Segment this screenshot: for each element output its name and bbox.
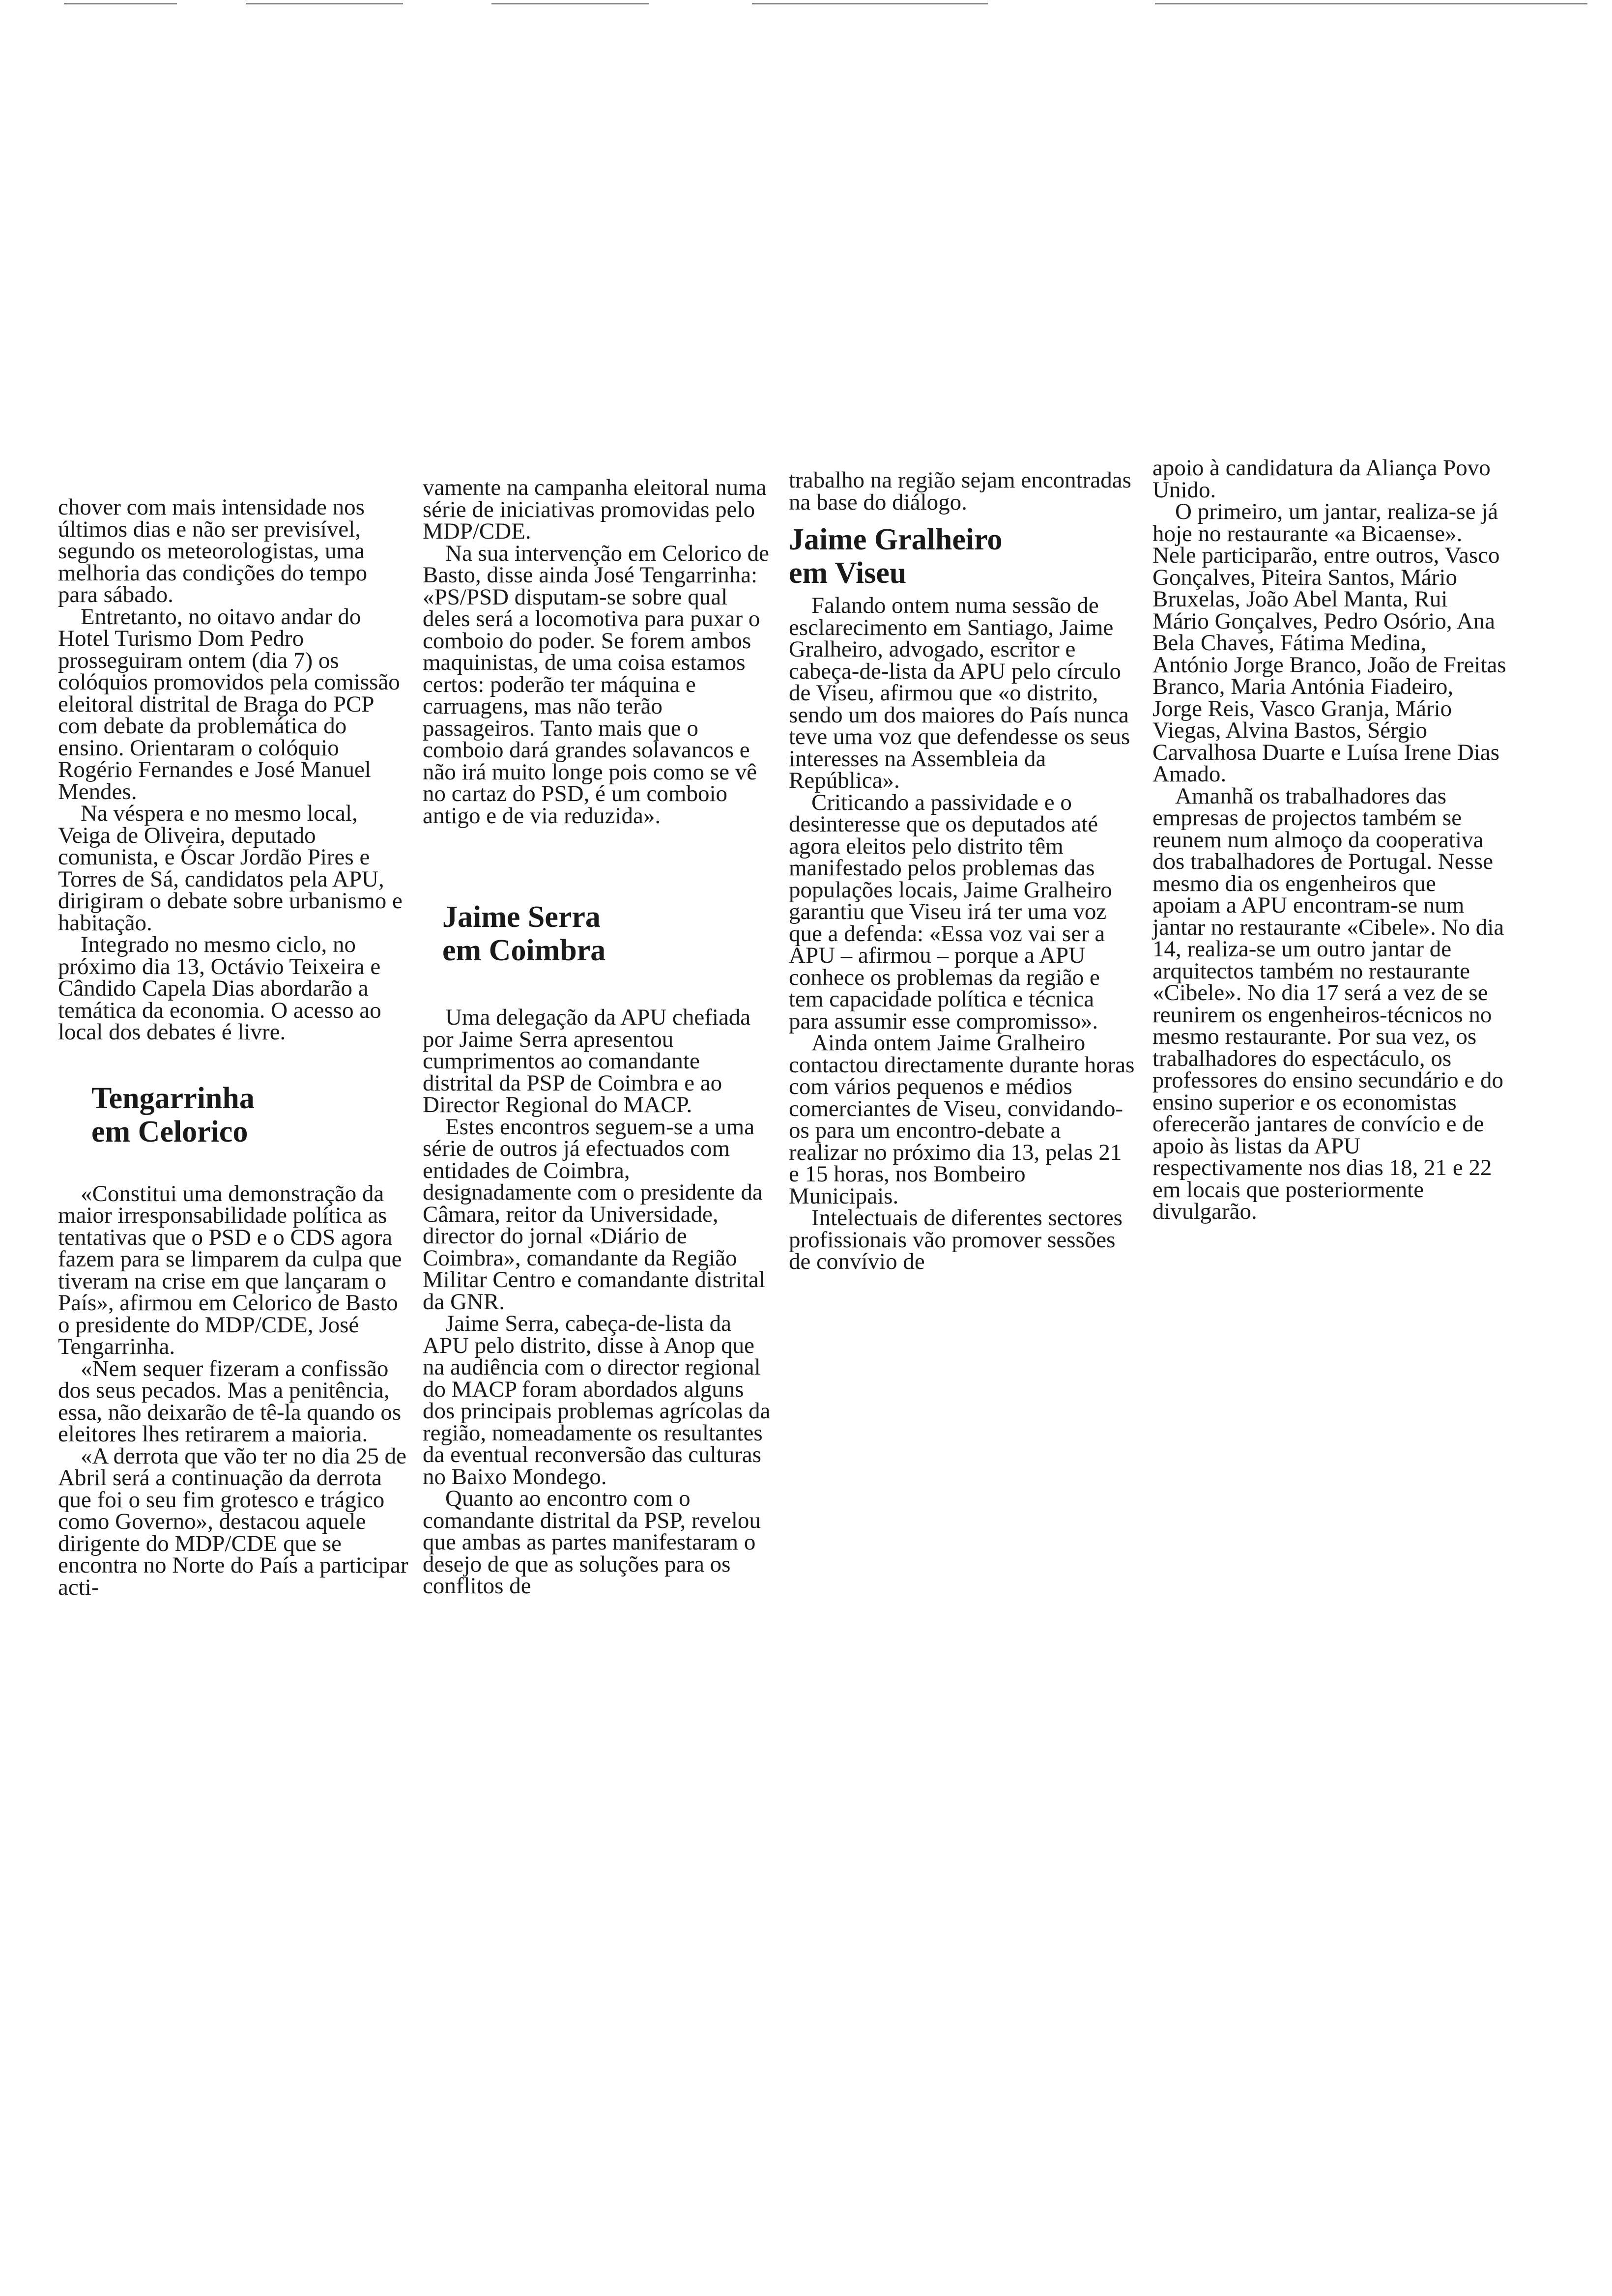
top-rule-3 [491,3,649,4]
paragraph: Amanhã os trabalhadores das empresas de projectos também se reunem num almoço da cooperativa dos trabalhadores de Portugal. Nesse mesmo dia os engenheiros que apoiam a APU encontram-se num jantar no restaurante «Cibele». No dia 14, realiza-se um outro jantar de arquitectos também no restaurante «Cibele». No dia 17 será a vez de se reunirem os engenheiros-técnicos no mesmo restaurante. Por sua vez, os trabalhadores do espectáculo, os professores do ensino secundário e do ensino superior e os economistas oferecerão jantares de convício e de apoio às listas da APU respectivamente nos dias 18, 21 e 22 em locais que posteriormente divulgarão. [1152,783,1504,1224]
paragraph: Intelectuais de diferentes sectores profissionais vão promover sessões de convívio de [789,1205,1123,1274]
paragraph: vamente na campanha eleitoral numa série de iniciativas promovidas pelo MDP/CDE. [423,475,767,544]
paragraph: Falando ontem numa sessão de esclarecimento em Santiago, Jaime Gralheiro, advogado, escritor e cabeça-de-lista da APU pelo círculo de Viseu, afirmou que «o distrito, sendo um dos maiores do País nunca teve uma voz que defendesse os seus interesses na Assembleia da República». [789,593,1130,793]
column-4 [1152,457,1506,1223]
paragraph: O primeiro, um jantar, realiza-se já hoje no restaurante «a Bicaense». Nele participarão, entre outros, Vasco Gonçalves, Piteira Santos, Mário Bruxelas, João Abel Manta, Rui Mário Gonçalves, Pedro Osório, Ana Bela Chaves, Fátima Medina, António Jorge Branco, João de Freitas Branco, Maria Antónia Fiadeiro, Jorge Reis, Vasco Granja, Mário Viegas, Alvina Bastos, Sérgio Carvalhosa Duarte e Luísa Irene Dias Amado. [1152,499,1506,787]
paragraph: Na sua intervenção em Celorico de Basto, disse ainda José Tengarrinha: «PS/PSD disputam-se sobre qual deles será a locomotiva para puxar o comboio do poder. Se forem ambos maquinistas, de uma coisa estamos certos: poderão ter máquina e carruagens, mas não terão passageiros. Tanto mais que o comboio dará grandes solavancos e não irá muito longe pois como se vê no cartaz do PSD, é um comboio antigo e de via reduzida». [423,540,770,829]
heading-line: em Celorico [91,1115,248,1148]
heading-line: Jaime Serra [442,900,601,934]
paragraph: Jaime Serra, cabeça-de-lista da APU pelo distrito, disse à Anop que na audiência com o director regional do MACP foram abordados alguns dos principais problemas agrícolas da região, nomeadamente os resultantes da eventual reconversão das culturas no Baixo Mondego. [423,1311,771,1490]
heading-line: em Coimbra [442,934,606,967]
column-3 [789,469,1135,1273]
paragraph: trabalho na região sejam encontradas na base do diálogo. [789,467,1131,515]
paragraph: Integrado no mesmo ciclo, no próximo dia 13, Octávio Teixeira e Cândido Capela Dias abordarão a temática da economia. O acesso ao local dos debates é livre. [58,932,381,1045]
paragraph: «Nem sequer fizeram a confissão dos seus pecados. Mas a penitência, essa, não deixarão de tê-la quando os eleitores lhes retirarem a maioria. [58,1355,402,1447]
paragraph: apoio à candidatura da Aliança Povo Unido. [1152,455,1491,503]
column-2 [423,477,774,1597]
heading-line: em Viseu [789,556,907,590]
top-rule-1 [64,3,177,4]
top-rule-5 [1155,3,1587,4]
section-heading [789,523,1135,590]
paragraph: chover com mais intensidade nos últimos dias e não ser previsível, segundo os meteorologistas, uma melhoria das condições do tempo para sábado. [58,494,368,607]
paragraph: Estes encontros seguem-se a uma série de outros já efectuados com entidades de Coimbra, designadamente com o presidente da Câmara, reitor da Universidade, director do jornal «Diário de Coimbra», comandante da Região Militar Centro e comandante distrital da GNR. [423,1114,765,1315]
column-1 [58,496,409,1598]
top-rule-2 [246,3,403,4]
heading-line: Tengarrinha [91,1081,255,1115]
paragraph: «A derrota que vão ter no dia 25 de Abril será a continuação da derrota que foi o seu fim grotesco e trágico como Governo», destacou aquele dirigente do MDP/CDE que se encontra no Norte do País a participar acti- [58,1443,408,1600]
paragraph: «Constitui uma demonstração da maior irresponsabilidade política as tentativas que o PSD e o CDS agora fazem para se limparem da culpa que tiveram na crise em que lançaram o País», afirmou em Celorico de Basto o presidente do MDP/CDE, José Tengarrinha. [58,1180,402,1359]
paragraph: Quanto ao encontro com o comandante distrital da PSP, revelou que ambas as partes manifestaram o desejo de que as soluções para os conflitos de [423,1486,761,1599]
paragraph: Ainda ontem Jaime Gralheiro contactou directamente durante horas com vários pequenos e médios comerciantes de Viseu, convidando-os para um encontro-debate a realizar no próximo dia 13, pelas 21 e 15 horas, nos Bombeiro Municipais. [789,1030,1135,1209]
top-rule-4 [752,3,988,4]
section-heading [58,1082,409,1148]
paragraph: Criticando a passividade e o desinteresse que os deputados até agora eleitos pelo distrito têm manifestado pelos problemas das populações locais, Jaime Gralheiro garantiu que Viseu irá ter uma voz que a defenda: «Essa voz vai ser a APU – afirmou – porque a APU conhece os problemas da região e tem capacidade política e técnica para assumir esse compromisso». [789,789,1112,1034]
heading-line: Jaime Gralheiro [789,523,1003,556]
paragraph: Na véspera e no mesmo local, Veiga de Oliveira, deputado comunista, e Óscar Jordão Pires e Torres de Sá, candidatos pela APU, dirigiram o debate sobre urbanismo e habitação. [58,801,403,936]
paragraph: Uma delegação da APU chefiada por Jaime Serra apresentou cumprimentos ao comandante distrital da PSP de Coimbra e ao Director Regional do MACP. [423,1004,751,1118]
paragraph: Entretanto, no oitavo andar do Hotel Turismo Dom Pedro prosseguiram ontem (dia 7) os colóquios promovidos pela comissão eleitoral distrital de Braga do PCP com debate da problemática do ensino. Orientaram o colóquio Rogério Fernandes e José Manuel Mendes. [58,603,400,804]
section-heading [423,900,774,967]
